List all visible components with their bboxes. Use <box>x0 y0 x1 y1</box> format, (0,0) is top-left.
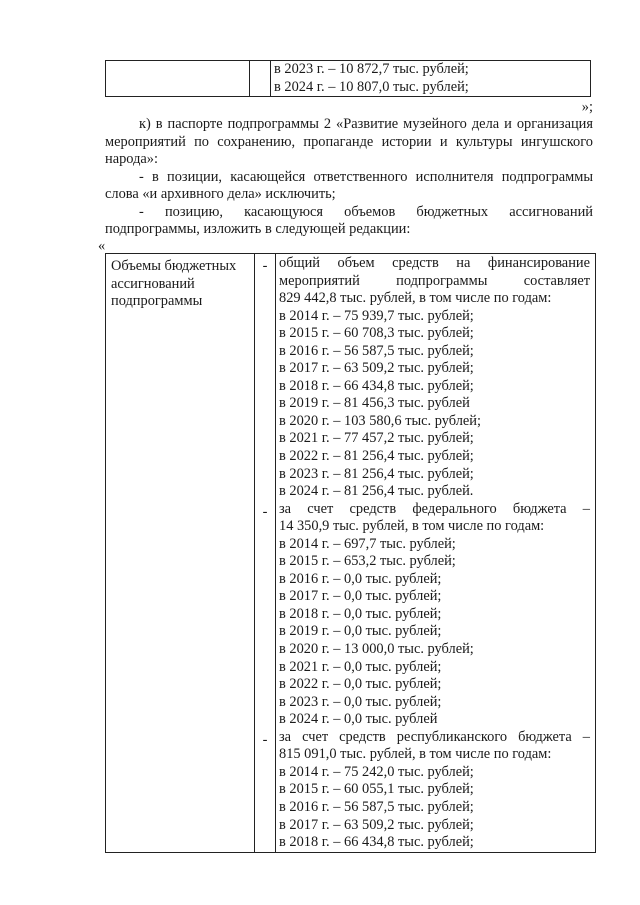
paragraph-exec-line: - в позиции, касающейся ответственного исполнителя подпрограммы <box>139 169 593 185</box>
label-line: ассигнований <box>111 275 195 292</box>
republic-line: в 2015 г. – 60 055,1 тыс. рублей; <box>279 781 474 798</box>
value-cell <box>276 254 596 853</box>
total-block <box>276 254 595 501</box>
label-cell <box>106 254 255 853</box>
federal-line: в 2014 г. – 697,7 тыс. рублей; <box>279 535 456 552</box>
budget-allocation-table <box>105 253 596 853</box>
previous-table-label-cell <box>106 61 250 97</box>
federal-line: в 2023 г. – 0,0 тыс. рублей; <box>279 693 442 710</box>
republic-line: в 2017 г. – 63 509,2 тыс. рублей; <box>279 816 474 833</box>
total-line: в 2021 г. – 77 457,2 тыс. рублей; <box>279 430 474 447</box>
total-line: в 2020 г. – 103 580,6 тыс. рублей; <box>279 412 481 429</box>
federal-line: в 2017 г. – 0,0 тыс. рублей; <box>279 588 442 605</box>
republic-line: за счет средств республиканского бюджета – <box>279 728 590 745</box>
republic-line: в 2018 г. – 66 434,8 тыс. рублей; <box>279 834 474 851</box>
total-line: в 2014 г. – 75 939,7 тыс. рублей; <box>279 307 474 324</box>
federal-line: за счет средств федерального бюджета – <box>279 500 590 517</box>
federal-line: в 2020 г. – 13 000,0 тыс. рублей; <box>279 641 474 658</box>
paragraph-k-line: мероприятий по сохранению, пропаганде истории и культуры ингушского <box>105 134 593 150</box>
paragraph-k-line: народа»: <box>105 151 158 167</box>
paragraph-k-line: к) в паспорте подпрограммы 2 «Развитие музейного дела и организация <box>139 116 593 132</box>
total-line: мероприятий подпрограммы составляет <box>279 272 590 289</box>
paragraph-position-line: подпрограммы, изложить в следующей редакции: <box>105 221 411 237</box>
label-line: Объемы бюджетных <box>111 258 237 274</box>
opening-quote: « <box>98 238 106 254</box>
total-line: в 2024 г. – 81 256,4 тыс. рублей. <box>279 483 474 500</box>
federal-line: в 2018 г. – 0,0 тыс. рублей; <box>279 605 442 622</box>
dash-cell <box>255 254 276 853</box>
closing-quote: »; <box>581 99 593 115</box>
paragraph-position-line: - позицию, касающуюся объемов бюджетных ассигнований <box>139 204 593 220</box>
dash-mark: - <box>262 504 268 520</box>
republic-line: в 2016 г. – 56 587,5 тыс. рублей; <box>279 798 474 815</box>
federal-line: в 2015 г. – 653,2 тыс. рублей; <box>279 553 456 570</box>
federal-line: в 2016 г. – 0,0 тыс. рублей; <box>279 570 442 587</box>
federal-line: в 2019 г. – 0,0 тыс. рублей; <box>279 623 442 640</box>
year-line: в 2024 г. – 10 807,0 тыс. рублей; <box>274 78 469 95</box>
dash-mark: - <box>262 732 268 748</box>
republic-line: 815 091,0 тыс. рублей, в том числе по годам: <box>279 746 552 763</box>
dash-mark: - <box>262 258 268 274</box>
previous-table-fragment <box>105 60 591 97</box>
federal-line: 14 350,9 тыс. рублей, в том числе по годам: <box>279 518 545 535</box>
federal-line: в 2022 г. – 0,0 тыс. рублей; <box>279 676 442 693</box>
total-line: в 2022 г. – 81 256,4 тыс. рублей; <box>279 448 474 465</box>
total-line: в 2015 г. – 60 708,3 тыс. рублей; <box>279 325 474 342</box>
previous-table-value-cell <box>271 61 591 97</box>
paragraph-exec-line: слова «и архивного дела» исключить; <box>105 186 336 202</box>
federal-line: в 2021 г. – 0,0 тыс. рублей; <box>279 658 442 675</box>
republic-line: в 2014 г. – 75 242,0 тыс. рублей; <box>279 763 474 780</box>
total-line: в 2017 г. – 63 509,2 тыс. рублей; <box>279 360 474 377</box>
total-line: в 2018 г. – 66 434,8 тыс. рублей; <box>279 377 474 394</box>
federal-line: в 2024 г. – 0,0 тыс. рублей <box>279 711 438 728</box>
previous-table-dash-cell <box>250 61 271 97</box>
total-line: 829 442,8 тыс. рублей, в том числе по годам: <box>279 290 552 307</box>
label-line: подпрограммы <box>111 293 203 309</box>
federal-block <box>276 501 595 729</box>
republic-block <box>276 729 595 852</box>
total-line: в 2019 г. – 81 456,3 тыс. рублей <box>279 395 470 412</box>
year-line: в 2023 г. – 10 872,7 тыс. рублей; <box>274 61 469 77</box>
total-line: в 2023 г. – 81 256,4 тыс. рублей; <box>279 465 474 482</box>
total-line: в 2016 г. – 56 587,5 тыс. рублей; <box>279 342 474 359</box>
total-line: общий объем средств на финансирование <box>279 255 590 271</box>
